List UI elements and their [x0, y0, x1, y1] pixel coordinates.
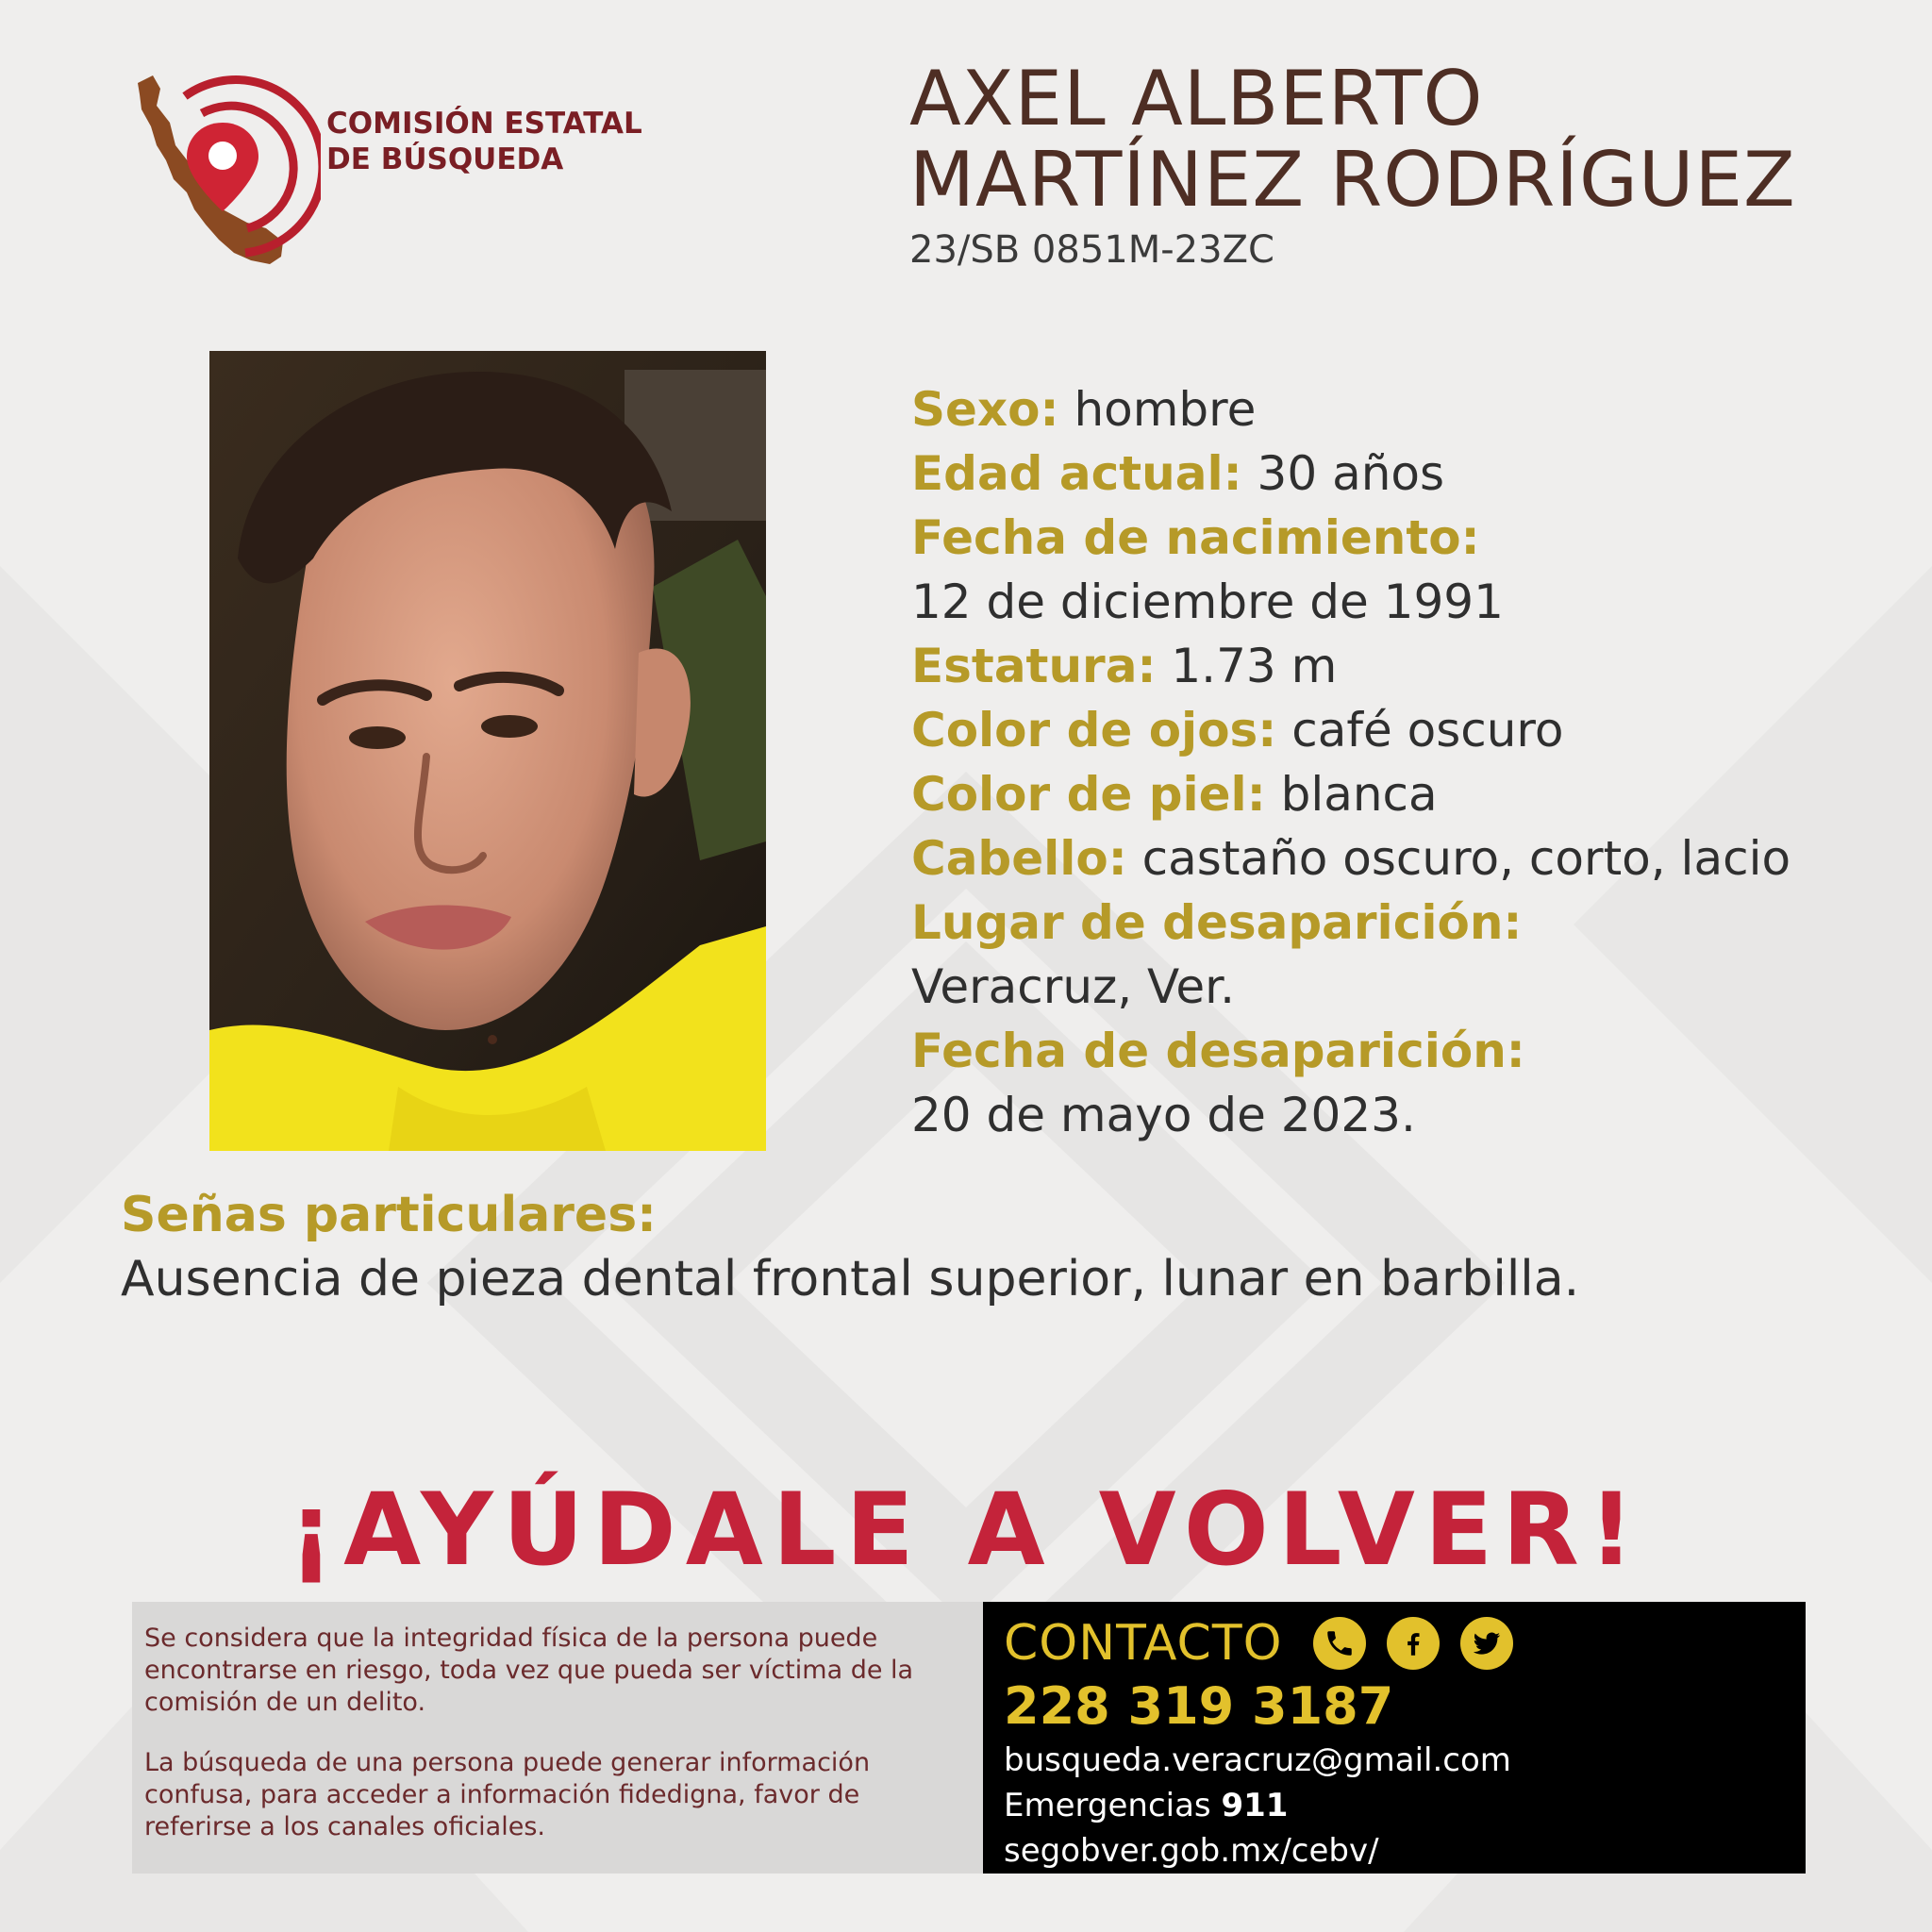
detail-fecha-value-row	[911, 1083, 1911, 1147]
detail-estatura	[911, 634, 1911, 698]
contact-emergency	[1004, 1783, 1806, 1828]
slogan: ¡AYÚDALE A VOLVER!	[288, 1472, 1644, 1588]
organization-logo	[132, 68, 641, 275]
distinguishing-marks-label: Señas particulares:	[121, 1187, 657, 1243]
person-first-names: AXEL ALBERTO	[909, 55, 1484, 142]
detail-fecha-label-row	[911, 1019, 1911, 1083]
person-header	[909, 55, 1796, 272]
detail-estatura-label: Estatura:	[911, 639, 1157, 693]
organization-name-line1: COMISIÓN ESTATAL	[326, 107, 642, 141]
contact-email[interactable]: busqueda.veracruz@gmail.com	[1004, 1741, 1511, 1779]
twitter-icon[interactable]	[1460, 1617, 1513, 1670]
detail-sexo-value: hombre	[1074, 382, 1257, 437]
distinguishing-marks	[121, 1183, 1819, 1311]
detail-piel	[911, 762, 1911, 826]
detail-lugar-value-row	[911, 955, 1911, 1019]
detail-piel-label: Color de piel:	[911, 767, 1266, 822]
detail-ojos	[911, 698, 1911, 762]
detail-lugar-value: Veracruz, Ver.	[911, 959, 1235, 1014]
notice-paragraph-1: Se considera que la integridad física de la persona puede encontrarse en riesgo, toda vez que pueda ser víctima de la comisión de un delito.	[144, 1624, 914, 1717]
emergency-number[interactable]: 911	[1221, 1787, 1289, 1824]
notice-paragraph-2: La búsqueda de una persona puede generar información confusa, para acceder a información fidedigna, favor de referirse a los canales oficiales.	[144, 1748, 871, 1841]
contact-panel	[983, 1602, 1806, 1874]
case-id: 23/SB 0851M-23ZC	[909, 228, 1274, 272]
detail-nacimiento-value-row	[911, 570, 1911, 634]
person-photo	[209, 351, 766, 1151]
notice-panel	[132, 1602, 983, 1874]
contact-website[interactable]: segobver.gob.mx/cebv/	[1004, 1832, 1379, 1870]
detail-edad-value: 30 años	[1257, 446, 1445, 501]
detail-cabello-label: Cabello:	[911, 831, 1127, 886]
detail-edad-label: Edad actual:	[911, 446, 1242, 501]
contact-header	[1004, 1611, 1806, 1675]
detail-lugar-label-row	[911, 891, 1911, 955]
detail-nacimiento-value: 12 de diciembre de 1991	[911, 575, 1504, 629]
emergency-label: Emergencias	[1004, 1787, 1211, 1824]
detail-nacimiento-label: Fecha de nacimiento:	[911, 510, 1480, 565]
distinguishing-marks-value: Ausencia de pieza dental frontal superior, lunar en barbilla.	[121, 1251, 1580, 1307]
organization-name-line2: DE BÚSQUEDA	[326, 142, 564, 176]
contact-title: CONTACTO	[1004, 1615, 1283, 1672]
detail-fecha-value: 20 de mayo de 2023.	[911, 1088, 1416, 1142]
detail-nacimiento-label-row	[911, 506, 1911, 570]
detail-estatura-value: 1.73 m	[1171, 639, 1338, 693]
detail-ojos-label: Color de ojos:	[911, 703, 1277, 758]
veracruz-map-location-pin-icon	[132, 68, 321, 275]
detail-edad	[911, 441, 1911, 506]
person-details	[911, 377, 1911, 1147]
detail-ojos-value: café oscuro	[1291, 703, 1564, 758]
detail-fecha-label: Fecha de desaparición:	[911, 1024, 1525, 1078]
detail-piel-value: blanca	[1280, 767, 1438, 822]
facebook-icon[interactable]	[1387, 1617, 1440, 1670]
detail-lugar-label: Lugar de desaparición:	[911, 895, 1523, 950]
contact-phone[interactable]: 228 319 3187	[1004, 1676, 1394, 1736]
person-last-names: MARTÍNEZ RODRÍGUEZ	[909, 136, 1796, 224]
detail-cabello-value: castaño oscuro, corto, lacio	[1141, 831, 1791, 886]
detail-sexo	[911, 377, 1911, 441]
detail-sexo-label: Sexo:	[911, 382, 1059, 437]
detail-cabello	[911, 826, 1911, 891]
phone-icon[interactable]	[1313, 1617, 1366, 1670]
